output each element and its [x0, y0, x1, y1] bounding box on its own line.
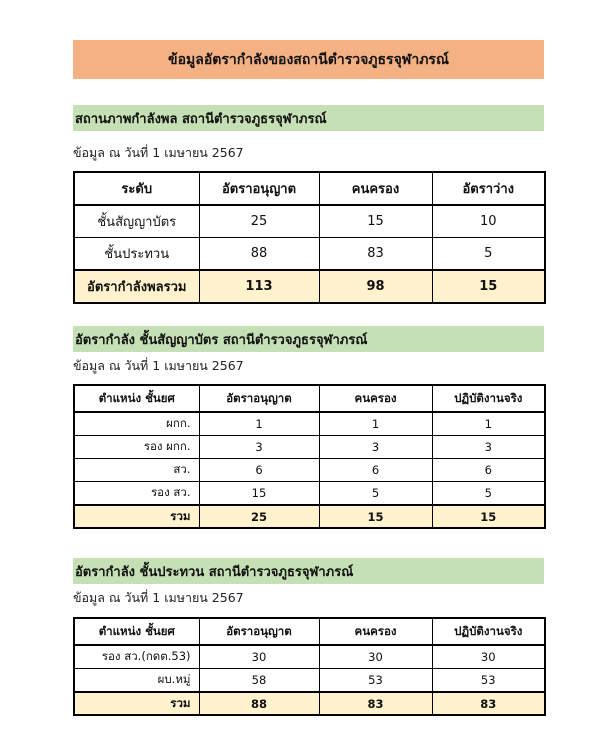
column-header: ตำแหน่ง ชั้นยศ: [74, 618, 199, 645]
table-cell: 3: [319, 436, 432, 459]
table-header-row: [74, 172, 545, 205]
column-header: อัตราอนุญาต: [199, 618, 319, 645]
table-row: [74, 645, 545, 669]
table-cell: 15: [432, 505, 545, 528]
table-row: [74, 459, 545, 482]
column-header: คนครอง: [319, 172, 432, 205]
column-header: ปฏิบัติงานจริง: [432, 618, 545, 645]
total-row: [74, 505, 545, 528]
row-label: ชั้นสัญญาบัตร: [74, 205, 199, 238]
section2-subtitle: ข้อมูล ณ วันที่ 1 เมษายน 2567: [73, 358, 244, 373]
column-header: คนครอง: [319, 618, 432, 645]
table-cell: 15: [432, 270, 545, 303]
table-cell: 15: [199, 482, 319, 506]
table-cell: 1: [319, 412, 432, 436]
row-label: รอง ผกก.: [74, 436, 199, 459]
column-header: ปฏิบัติงานจริง: [432, 385, 545, 412]
row-label: สว.: [74, 459, 199, 482]
table-cell: 1: [199, 412, 319, 436]
row-label: ผบ.หมู่: [74, 669, 199, 693]
column-header: ระดับ: [74, 172, 199, 205]
table-cell: 98: [319, 270, 432, 303]
section1-heading: สถานภาพกำลังพล สถานีตำรวจภูธรจุฬาภรณ์: [73, 105, 544, 131]
table-cell: 113: [199, 270, 319, 303]
table-cell: 10: [432, 205, 545, 238]
row-label: ผกก.: [74, 412, 199, 436]
section3-subtitle: ข้อมูล ณ วันที่ 1 เมษายน 2567: [73, 590, 244, 605]
column-header: อัตราอนุญาต: [199, 172, 319, 205]
table-cell: 30: [432, 645, 545, 669]
table-row: [74, 205, 545, 238]
row-label: อัตรากำลังพลรวม: [74, 270, 199, 303]
section2-heading: อัตรากำลัง ชั้นสัญญาบัตร สถานีตำรวจภูธรจุฬาภรณ์: [73, 326, 544, 352]
table-cell: 53: [319, 669, 432, 693]
table-cell: 25: [199, 505, 319, 528]
row-label: ชั้นประทวน: [74, 238, 199, 271]
section3-heading: อัตรากำลัง ชั้นประทวน สถานีตำรวจภูธรจุฬาภรณ์: [73, 558, 544, 584]
table-cell: 15: [319, 505, 432, 528]
total-row: [74, 692, 545, 715]
table-header-row: [74, 618, 545, 645]
table-cell: 53: [432, 669, 545, 693]
table-cell: 5: [432, 482, 545, 506]
row-label: รวม: [74, 505, 199, 528]
column-header: อัตราอนุญาต: [199, 385, 319, 412]
non-commissioned-officers-table: [73, 617, 546, 716]
table-row: [74, 436, 545, 459]
table-cell: 83: [319, 692, 432, 715]
table-row: [74, 238, 545, 271]
table-cell: 58: [199, 669, 319, 693]
table-cell: 5: [319, 482, 432, 506]
section1-subtitle: ข้อมูล ณ วันที่ 1 เมษายน 2567: [73, 145, 244, 160]
table-cell: 88: [199, 238, 319, 271]
table-cell: 15: [319, 205, 432, 238]
table-row: [74, 482, 545, 506]
table-row: [74, 669, 545, 693]
row-label: รอง สว.(กดต.53): [74, 645, 199, 669]
row-label: รอง สว.: [74, 482, 199, 506]
table-cell: 6: [199, 459, 319, 482]
table-cell: 83: [319, 238, 432, 271]
table-cell: 1: [432, 412, 545, 436]
table-cell: 25: [199, 205, 319, 238]
staffing-status-table: [73, 171, 546, 304]
column-header: ตำแหน่ง ชั้นยศ: [74, 385, 199, 412]
table-row: [74, 412, 545, 436]
table-cell: 6: [432, 459, 545, 482]
page-title: ข้อมูลอัตรากำลังของสถานีตำรวจภูธรจุฬาภรณ์: [73, 40, 544, 79]
commissioned-officers-table: [73, 384, 546, 529]
column-header: คนครอง: [319, 385, 432, 412]
table-cell: 3: [432, 436, 545, 459]
column-header: อัตราว่าง: [432, 172, 545, 205]
table-cell: 3: [199, 436, 319, 459]
table-cell: 88: [199, 692, 319, 715]
table-cell: 6: [319, 459, 432, 482]
total-row: [74, 270, 545, 303]
row-label: รวม: [74, 692, 199, 715]
table-cell: 30: [319, 645, 432, 669]
table-header-row: [74, 385, 545, 412]
table-cell: 30: [199, 645, 319, 669]
table-cell: 83: [432, 692, 545, 715]
table-cell: 5: [432, 238, 545, 271]
